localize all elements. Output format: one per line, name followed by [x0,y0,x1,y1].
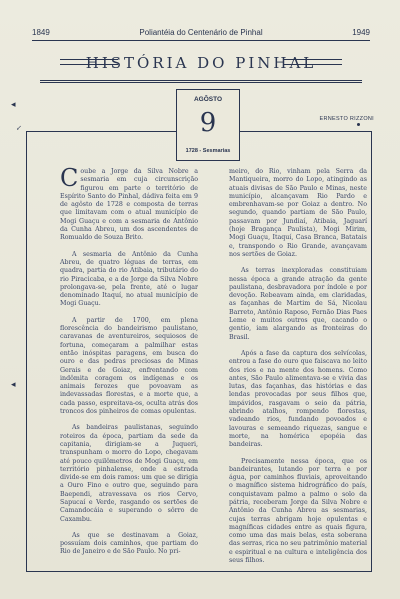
title-rule [40,80,362,81]
paragraph: Precisamente nessa época, que os bandeirantes, lutando por terra e por água, por caminhos fluviais, aproveitando o magnífico sistema hidrográfico do país, conquistavam palmo a palmo o solo da pátria, receberam Jorge da Silva Nobre e Antônio da Cunha Abreu as sesmarias, cujas terras abrigam hoje opulentas e magníficas cidades entre as quais figura, como uma das mais belas, esta soberana das serras, rica no seu patrimônio material e espiritual e na cultura e inteligência dos seus filhos. [229,457,367,565]
paragraph: As terras inexploradas constituiam nessa época a grande atração da gente paulistana, desbravadora por índole e por devoção. Rebeavam ainda, em claridadas, as façanhas de Martim de Sá, Nicolau Barreto, Antônio Raposo, Fernão Dias Paes Leme e muitos outros que, cacando o gentio, iam alargando as fronteiras do Brasil. [229,267,367,341]
drop-cap: C [60,164,79,192]
frame-top-right [240,131,371,132]
corner-mark: ↙ [16,124,22,132]
paragraph: As bandeiras paulistanas, seguindo roteiros da época, partiam da sede da capitania, dirigiam-se a Juqueri, transpunham o morro do Lopo, chegavam até pouco quilômetros de Mogi Guaçu, em território pinhalense, onde a estrada divide-se em dois ramos: um que se dirigia a Ouro Fino e outro que, seguindo para Baependi, atravessava os rios Cervo, Sapucaí e Verde, rasgando os sertões de Camandocáia e superando o sôrro de Caxambu. [60,424,198,523]
header-year-end: 1949 [352,28,370,37]
paragraph: Coube a Jorge da Silva Nobre a sesmaria em cuja circunscrição figurou em parte o território de Espírito Santo do Pinhal, dádiva feita em 9 de agôsto de 1728 e composta de terras que limitavam com o atual município de Mogi Guaçu e com a sesmaria de Antônio da Cunha Abreu, um dos ascendentes de Romualdo de Souza Brito. [60,164,198,242]
margin-mark: ◂ [11,380,16,390]
frame-right [371,131,372,571]
date-day: 9 [199,108,217,138]
article-column-left [60,164,198,565]
paragraph: meiro, do Rio, vinham pela Serra da Mantiqueira, morro do Lopo, atingindo as atuais divisas de São Paulo e Minas, neste município, alcançavam Rio Pardo e embrenhavam-se por Goiaz a dentro. No segundo, quando partiam de São Paulo, passavam por Jundiaí, Atibaia, Jaguarí (hoje Bragança Paulista), Mogi Mirim, Mogi Guaçu, Itaquí, Casa Branca, Batatais e, transpondo o Rio Grande, avançavam nos sertões de Goiaz. [229,168,367,258]
author-dot [357,123,360,126]
paragraph: As que se destinavam a Goiaz, possuíam dois caminhos, que partiam do Rio de Janeiro e de São Paulo. No pri- [60,531,198,556]
author-name: ERNESTO RIZZONI [319,116,374,122]
frame-top-left [26,131,177,132]
date-caption: 1728 - Sesmarias [185,148,231,154]
frame-left [26,131,27,571]
article-column-right [229,168,367,573]
title-rule-thin [40,82,362,83]
date-box [176,89,240,161]
header-publication-title: Poliantéia do Centenário de Pinhal [139,28,263,37]
running-header [32,28,370,40]
paragraph: Após a fase da captura dos selvícolas, entrou a fase do ouro que faiscava no leito dos rios e na mente dos homens. Como antes, São Paulo alimentava-se e vivia das lutas, das façanhas, das histórias e das lendas provocadas por seus filhos que, impávidos, rasgavam o seio da pátria, abrindo atalhos, rompendo florestas, vadeando rios, fundando povoados e lavouras e semeando riquezas, sangue e morte, na homérica epopéia das bandeiras. [229,349,367,449]
title-banner [40,52,362,74]
title-ornament-right [284,59,342,65]
header-rule [32,40,370,41]
date-month: AGÔSTO [193,96,223,103]
header-year-start: 1849 [32,28,50,37]
paragraph: A sesmaria de Antônio da Cunha Abreu, de quatro léguas de terras, em quadra, partia do rio Atibaia, tributário do rio Piracicaba, e a de Jorge da Silva Nobre prolongava-se, pela frente, até o lugar denominado Itaquí, no atual município de Mogi Guaçu. [60,250,198,308]
page-title: HISTÓRIA DO PINHAL [85,54,317,72]
paragraph: A partir de 1700, em plena florescência do bandeirismo paulistano, caravanas de aventureiros, sequiosos de fortuna, começaram a palmilhar estas então inóspitas paragens, em busca do ouro e das pedras preciosas de Minas Gerais e de Goiaz, enfrentando com indômita coragem os indígenas e os animais ferozes que povoavam as indevassadas florestas, e a morte que, a cada passo, espreitava-os, oculta atrás dos troncos dos pinheiros de comas opulentas. [60,316,198,416]
margin-mark: ◂ [11,100,16,110]
